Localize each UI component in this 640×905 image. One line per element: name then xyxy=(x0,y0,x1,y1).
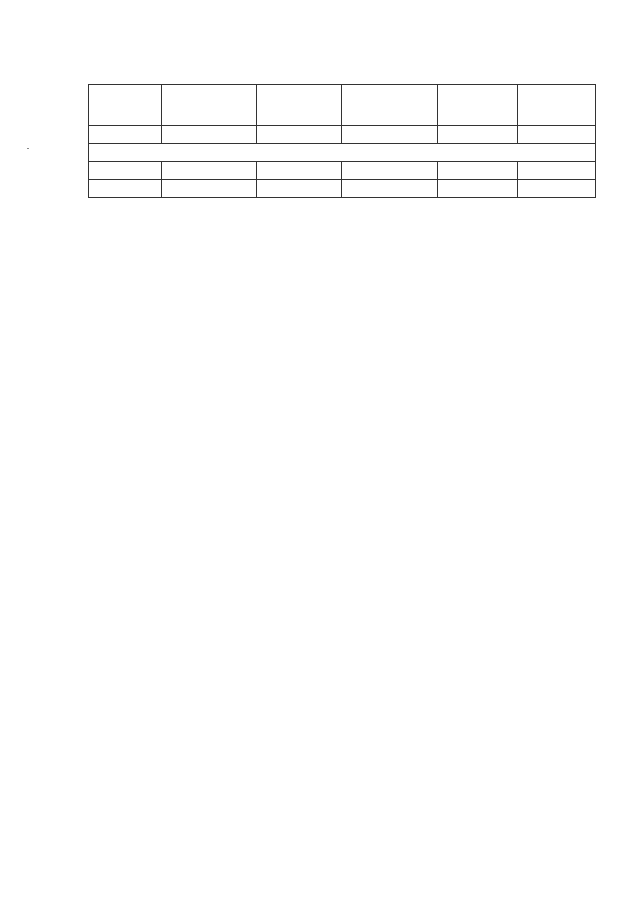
point-number xyxy=(342,180,438,198)
column-number xyxy=(438,126,518,144)
header-cell xyxy=(256,85,342,126)
zone-label xyxy=(89,144,596,162)
y-coordinate xyxy=(518,162,596,180)
x-coordinate xyxy=(438,162,518,180)
header-cell xyxy=(89,85,162,126)
y-coordinate xyxy=(256,162,342,180)
x-coordinate xyxy=(438,180,518,198)
y-coordinate xyxy=(518,180,596,198)
point-number xyxy=(342,162,438,180)
point-number xyxy=(89,180,162,198)
zone-label-row xyxy=(89,144,596,162)
point-number xyxy=(89,162,162,180)
column-number xyxy=(342,126,438,144)
header-cell xyxy=(438,85,518,126)
column-number xyxy=(518,126,596,144)
document-body xyxy=(92,62,596,236)
x-coordinate xyxy=(161,180,256,198)
column-number xyxy=(89,126,162,144)
table-row xyxy=(89,180,596,198)
y-coordinate xyxy=(256,180,342,198)
header-cell xyxy=(342,85,438,126)
table-row xyxy=(89,162,596,180)
column-number-row xyxy=(89,126,596,144)
table-header-row xyxy=(89,85,596,126)
header-cell xyxy=(518,85,596,126)
column-number xyxy=(161,126,256,144)
margin-mark xyxy=(27,148,29,149)
coordinates-table xyxy=(88,84,596,198)
header-cell xyxy=(161,85,256,126)
column-number xyxy=(256,126,342,144)
x-coordinate xyxy=(161,162,256,180)
